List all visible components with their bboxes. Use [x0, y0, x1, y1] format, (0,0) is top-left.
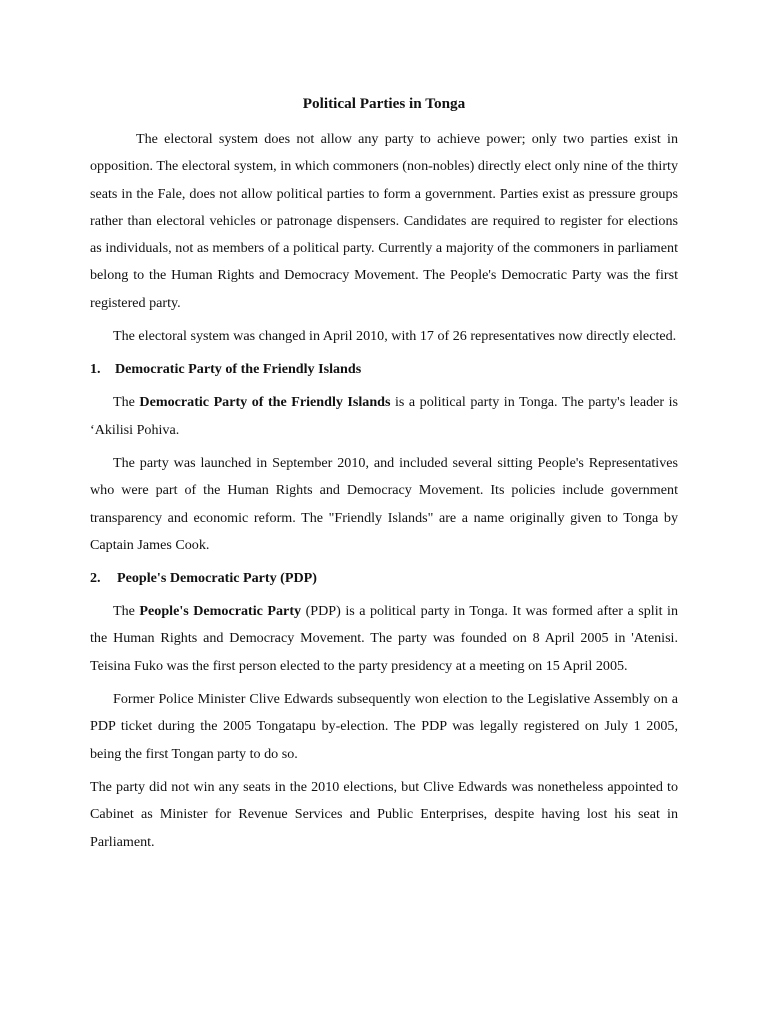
section-2-title: People's Democratic Party (PDP) — [117, 570, 317, 587]
section-1-p1-rest: is a political party in Tonga. The party's leader is ʻAkilisi Pohiva. — [90, 394, 679, 438]
section-1-p1-lead: The — [113, 394, 140, 411]
intro-paragraph-1: The electoral system does not allow any party to achieve power; only two parties exist in opposition. The electoral system, in which commoners (non-nobles) directly elect only nine of the thirty seats in the Fale, does not allow political parties to form a government. Parties exist as pressure groups rather than electoral vehicles or patronage dispensers. Candidates are required to register for elections as individuals, not as members of a political party. Currently a majority of the commoners in parliament belong to the Human Rights and Democracy Movement. The People's Democratic Party was the first registered party. — [90, 131, 678, 311]
section-1-title: Democratic Party of the Friendly Islands — [115, 361, 362, 378]
section-1-party-name: Democratic Party of the Friendly Islands — [139, 394, 391, 411]
section-2-party-name: People's Democratic Party — [139, 603, 302, 620]
section-1-paragraph-2: The party was launched in September 2010, and included several sitting People's Representatives who were part of the Human Rights and Democracy Movement. Its policies include government transparency and economic reform. The "Friendly Islands" are a name originally given to Tonga by Captain James Cook. — [90, 454, 678, 553]
document-body — [90, 90, 678, 862]
section-2-heading — [90, 565, 678, 592]
section-2-number: 2. — [90, 570, 101, 587]
section-1-heading — [90, 356, 678, 383]
section-1-number: 1. — [90, 361, 101, 378]
intro-paragraph-2: The electoral system was changed in April 2010, with 17 of 26 representatives now directly elected. — [113, 328, 677, 345]
section-1-paragraph-1 — [90, 389, 678, 444]
section-2-paragraph-3: The party did not win any seats in the 2010 elections, but Clive Edwards was nonetheless appointed to Cabinet as Minister for Revenue Services and Public Enterprises, despite having lost his seat in Parliament. — [90, 778, 678, 850]
section-2-paragraph-1 — [90, 598, 678, 680]
section-2-paragraph-2: Former Police Minister Clive Edwards subsequently won election to the Legislative Assembly on a PDP ticket during the 2005 Tongatapu by-election. The PDP was legally registered on July 1 2005, being the first Tongan party to do so. — [90, 691, 678, 762]
section-2-p1-rest: (PDP) is a political party in Tonga. It was formed after a split in the Human Rights and Democracy Movement. The party was founded on 8 April 2005 in 'Atenisi. Teisina Fuko was the first person elected to the party presidency at a meeting on 15 April 2005. — [90, 603, 678, 674]
page-title: Political Parties in Tonga — [302, 95, 466, 112]
section-2-p1-lead: The — [113, 603, 140, 620]
